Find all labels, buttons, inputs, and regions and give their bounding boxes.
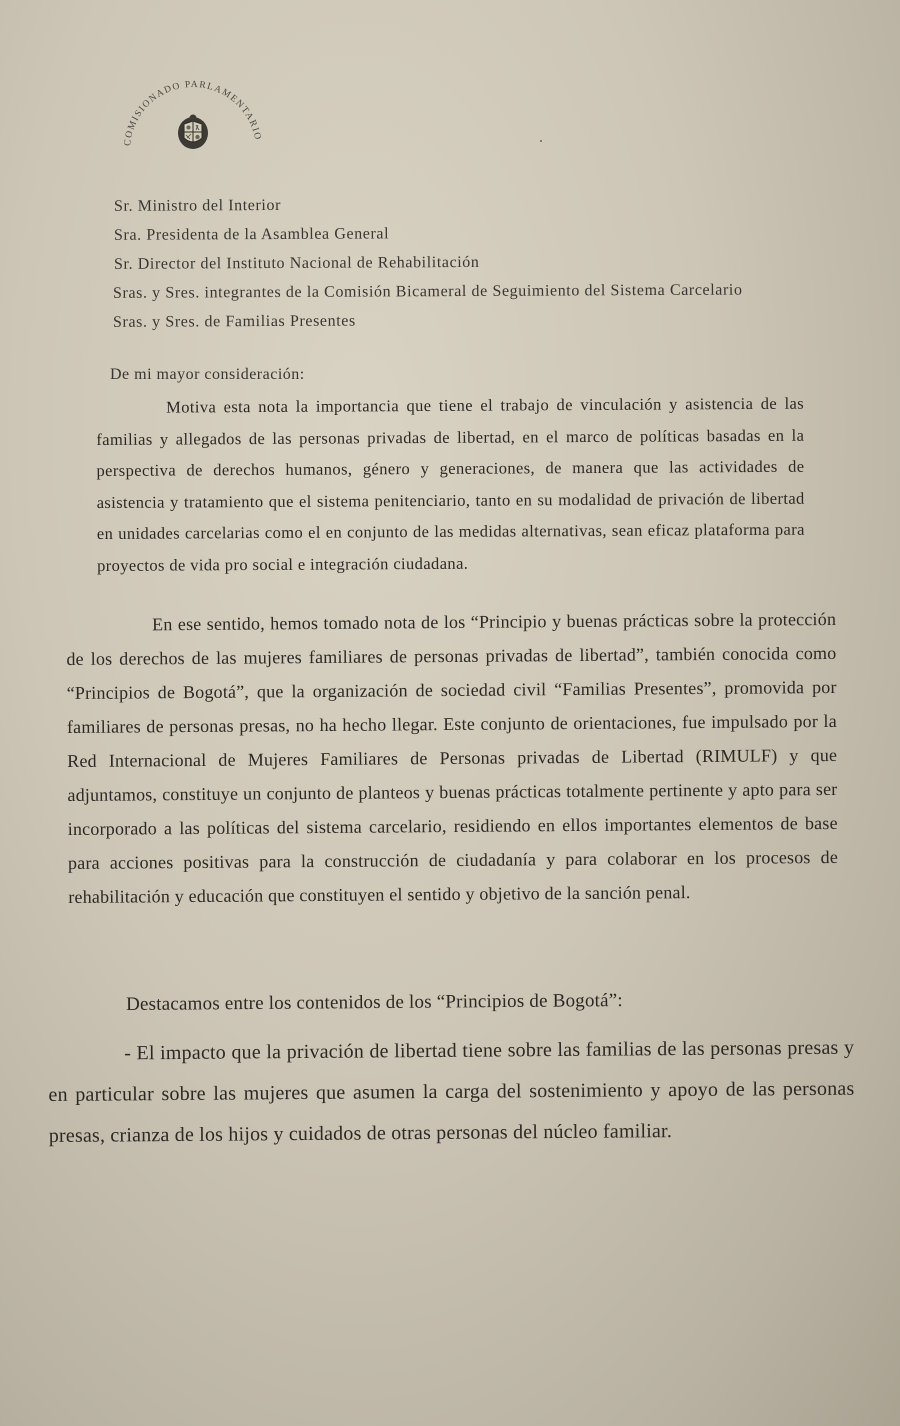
recipients-list xyxy=(114,190,814,335)
paragraph-highlights-intro xyxy=(126,990,623,1016)
recipient-line: Sras. y Sres. de Familias Presentes xyxy=(112,312,356,331)
ink-dot xyxy=(540,140,542,142)
paragraph-text: En ese sentido, hemos tomado nota de los “Principio y buenas prácticas sobre la protección de los derechos de las mujeres familiares de personas privadas de libertad”, también conocida como “Principios de Bogotá”, que la organización de sociedad civil “Familias Presentes”, promovida por familiares de personas presas, no ha hecho llegar. Este conjunto de orientaciones, fue impulsado por la Red Internacional de Mujeres Familiares de Personas privadas de Libertad (RIMULF) y que adjuntamos, constituye un conjunto de planteos y buenas prácticas totalmente pertinente y apto para ser incorporado a las políticas del sistema carcelario, residiendo en ellos importantes elementos de base para acciones positivas para la construcción de ciudadanía y para colaborar en los procesos de rehabilitación y educación que constituyen el sentido y objetivo de la sanción penal. xyxy=(66,608,839,907)
recipient-line: Sra. Presidenta de la Asamblea General xyxy=(113,225,390,244)
paragraph-bogota-principles xyxy=(66,602,838,914)
coat-of-arms-icon xyxy=(118,78,268,158)
institution-seal xyxy=(118,78,268,158)
recipient-line: Sras. y Sres. integrantes de la Comisión Bicameral de Seguimiento del Sistema Carcelario xyxy=(112,281,743,302)
recipient-line: Sr. Ministro del Interior xyxy=(113,196,282,215)
salutation: De mi mayor consideración: xyxy=(110,366,305,383)
bullet-impact xyxy=(48,1028,855,1157)
recipient-line: Sr. Director del Instituto Nacional de Rehabilitación xyxy=(113,253,480,273)
paragraph-text: - El impacto que la privación de libertad tiene sobre las familias de las personas presas y en particular sobre las mujeres que asumen la carga del sostenimiento y apoyo de las personas presas, crianza de los hijos y cuidados de otras personas del núcleo familiar. xyxy=(48,1036,855,1147)
paragraph-motivation xyxy=(96,388,805,581)
svg-text:COMISIONADO PARLAMENTARIO: COMISIONADO PARLAMENTARIO xyxy=(123,79,263,147)
paragraph-text: Motiva esta nota la importancia que tiene el trabajo de vinculación y asistencia de las familias y allegados de las personas privadas de libertad, en el marco de políticas basadas en la perspectiva de derechos humanos, género y generaciones, de manera que las actividades de asistencia y tratamiento que el sistema penitenciario, tanto en su modalidad de privación de libertad en unidades carcelarias como el en conjunto de las medidas alternativas, sean eficaz plataforma para proyectos de vida pro social e integración ciudadana. xyxy=(96,393,805,575)
paragraph-text: Destacamos entre los contenidos de los “Principios de Bogotá”: xyxy=(126,990,623,1015)
